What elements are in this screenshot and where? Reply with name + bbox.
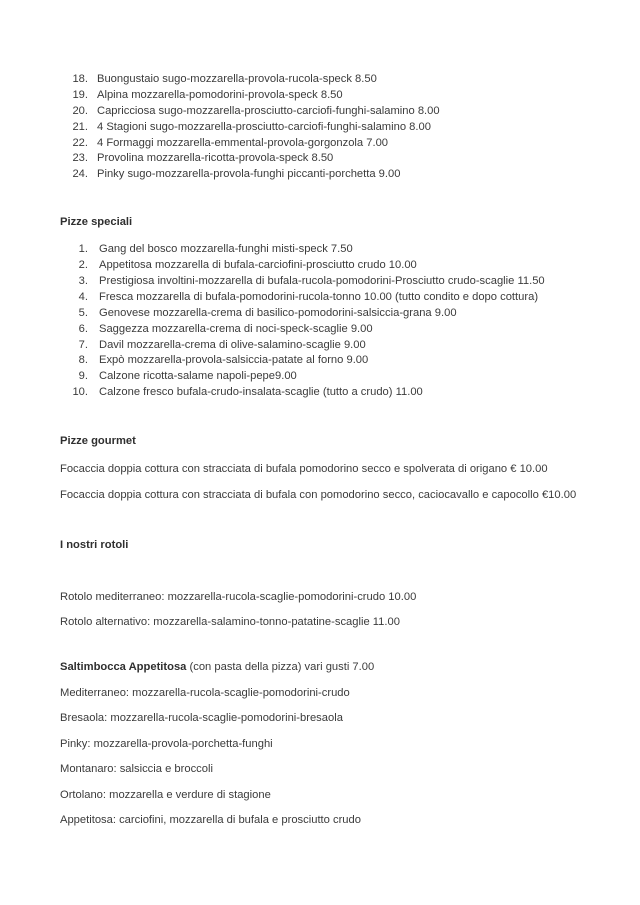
spacer bbox=[60, 553, 580, 590]
list-marker: 10. bbox=[72, 386, 88, 399]
spacer bbox=[60, 752, 580, 763]
saltimbocca-title-rest: (con pasta della pizza) vari gusti 7.00 bbox=[186, 661, 375, 674]
list-marker: 24. bbox=[72, 168, 88, 181]
spacer bbox=[60, 726, 580, 737]
list-item bbox=[60, 353, 580, 368]
list-item-label: Buongustaio sugo-mozzarella-provola-rucola-speck 8.50 bbox=[97, 73, 377, 85]
spacer bbox=[60, 675, 580, 686]
saltimbocca-line: Bresaola: mozzarella-rucola-scaglie-pomodorini-bresaola bbox=[60, 712, 343, 725]
list-marker: 8. bbox=[78, 354, 88, 367]
list-item-label: Capricciosa sugo-mozzarella-prosciutto-carciofi-funghi-salamino 8.00 bbox=[97, 104, 440, 117]
spacer bbox=[60, 605, 580, 616]
spacer bbox=[60, 183, 580, 215]
list-item bbox=[60, 385, 580, 400]
list-item bbox=[60, 167, 580, 182]
list-marker: 18. bbox=[72, 73, 88, 85]
gourmet-line: Focaccia doppia cottura con stracciata di bufala con pomodorino secco, caciocavallo e capocollo €10.00 bbox=[60, 488, 577, 501]
list-item bbox=[60, 88, 580, 103]
list-item-label: 4 Stagioni sugo-mozzarella-prosciutto-carciofi-funghi-salamino 8.00 bbox=[97, 120, 431, 133]
pizze-classiche-list bbox=[60, 72, 580, 182]
list-item-label: Davil mozzarella-crema di olive-salamino-scaglie 9.00 bbox=[99, 338, 366, 351]
list-item bbox=[60, 274, 580, 289]
list-item bbox=[60, 306, 580, 321]
spacer bbox=[60, 803, 580, 814]
spacer bbox=[60, 230, 580, 242]
list-marker: 23. bbox=[72, 152, 88, 165]
page-content bbox=[60, 72, 580, 828]
list-item-label: Saggezza mozzarella-crema di noci-speck-scaglie 9.00 bbox=[99, 322, 373, 335]
spacer bbox=[60, 630, 580, 660]
spacer bbox=[60, 477, 580, 488]
saltimbocca-title-bold: Saltimbocca Appetitosa bbox=[60, 661, 187, 674]
list-item-label: Alpina mozzarella-pomodorini-provola-speck 8.50 bbox=[97, 88, 343, 101]
spacer bbox=[60, 777, 580, 788]
list-marker: 7. bbox=[78, 338, 88, 351]
spacer bbox=[60, 401, 580, 434]
list-marker: 3. bbox=[78, 275, 88, 288]
list-marker: 22. bbox=[72, 136, 88, 149]
saltimbocca-line: Pinky: mozzarella-provola-porchetta-funghi bbox=[60, 737, 273, 750]
list-marker: 6. bbox=[78, 322, 88, 335]
list-item bbox=[60, 242, 580, 257]
list-item bbox=[60, 104, 580, 119]
list-item-label: Genovese mozzarella-crema di basilico-pomodorini-salsiccia-grana 9.00 bbox=[99, 306, 457, 319]
pizze-speciali-list bbox=[60, 242, 580, 400]
list-marker: 5. bbox=[78, 306, 88, 319]
list-marker: 19. bbox=[72, 88, 88, 101]
list-item bbox=[60, 120, 580, 135]
saltimbocca-line: Montanaro: salsiccia e broccoli bbox=[60, 763, 213, 776]
rotolo-line: Rotolo mediterraneo: mozzarella-rucola-scaglie-pomodorini-crudo 10.00 bbox=[60, 590, 417, 603]
list-item bbox=[60, 322, 580, 337]
list-item bbox=[60, 151, 580, 166]
spacer bbox=[60, 503, 580, 538]
list-item-label: Pinky sugo-mozzarella-provola-funghi piccanti-porchetta 9.00 bbox=[97, 168, 401, 181]
list-item bbox=[60, 72, 580, 87]
list-item-label: Prestigiosa involtini-mozzarella di bufala-rucola-pomodorini-Prosciutto crudo-scaglie 11.50 bbox=[99, 275, 545, 288]
saltimbocca-title-line bbox=[60, 660, 580, 675]
list-item bbox=[60, 136, 580, 151]
list-item bbox=[60, 290, 580, 305]
list-marker: 1. bbox=[78, 243, 88, 256]
saltimbocca-line: Appetitosa: carciofini, mozzarella di bufala e prosciutto crudo bbox=[60, 814, 361, 827]
list-item-label: Fresca mozzarella di bufala-pomodorini-rucola-tonno 10.00 (tutto condito e dopo cottura) bbox=[99, 290, 539, 303]
list-item-label: Appetitosa mozzarella di bufala-carciofini-prosciutto crudo 10.00 bbox=[99, 259, 417, 272]
list-item-label: Provolina mozzarella-ricotta-provola-speck 8.50 bbox=[97, 152, 334, 165]
list-marker: 4. bbox=[78, 290, 88, 303]
list-item bbox=[60, 338, 580, 353]
list-item-label: Gang del bosco mozzarella-funghi misti-speck 7.50 bbox=[99, 243, 353, 256]
spacer bbox=[60, 701, 580, 712]
section-heading-i-nostri-rotoli: I nostri rotoli bbox=[60, 538, 129, 551]
list-item-label: Calzone ricotta-salame napoli-pepe9.00 bbox=[99, 370, 297, 383]
list-item-label: Calzone fresco bufala-crudo-insalata-scaglie (tutto a crudo) 11.00 bbox=[99, 386, 423, 399]
rotolo-line: Rotolo alternativo: mozzarella-salamino-tonno-patatine-scaglie 11.00 bbox=[60, 616, 400, 629]
saltimbocca-line: Mediterraneo: mozzarella-rucola-scaglie-pomodorini-crudo bbox=[60, 686, 350, 699]
gourmet-line: Focaccia doppia cottura con stracciata di bufala pomodorino secco e spolverata di origano € 10.00 bbox=[60, 463, 548, 476]
list-marker: 2. bbox=[78, 259, 88, 272]
list-item-label: 4 Formaggi mozzarella-emmental-provola-gorgonzola 7.00 bbox=[97, 136, 389, 149]
list-marker: 20. bbox=[72, 104, 88, 117]
list-item-label: Expò mozzarella-provola-salsiccia-patate al forno 9.00 bbox=[99, 354, 369, 367]
section-heading-pizze-gourmet: Pizze gourmet bbox=[60, 435, 136, 448]
list-marker: 21. bbox=[72, 120, 88, 133]
list-marker: 9. bbox=[78, 370, 88, 383]
list-item bbox=[60, 369, 580, 384]
section-heading-pizze-speciali: Pizze speciali bbox=[60, 216, 133, 229]
saltimbocca-line: Ortolano: mozzarella e verdure di stagione bbox=[60, 788, 271, 801]
spacer bbox=[60, 449, 580, 462]
list-item bbox=[60, 258, 580, 273]
